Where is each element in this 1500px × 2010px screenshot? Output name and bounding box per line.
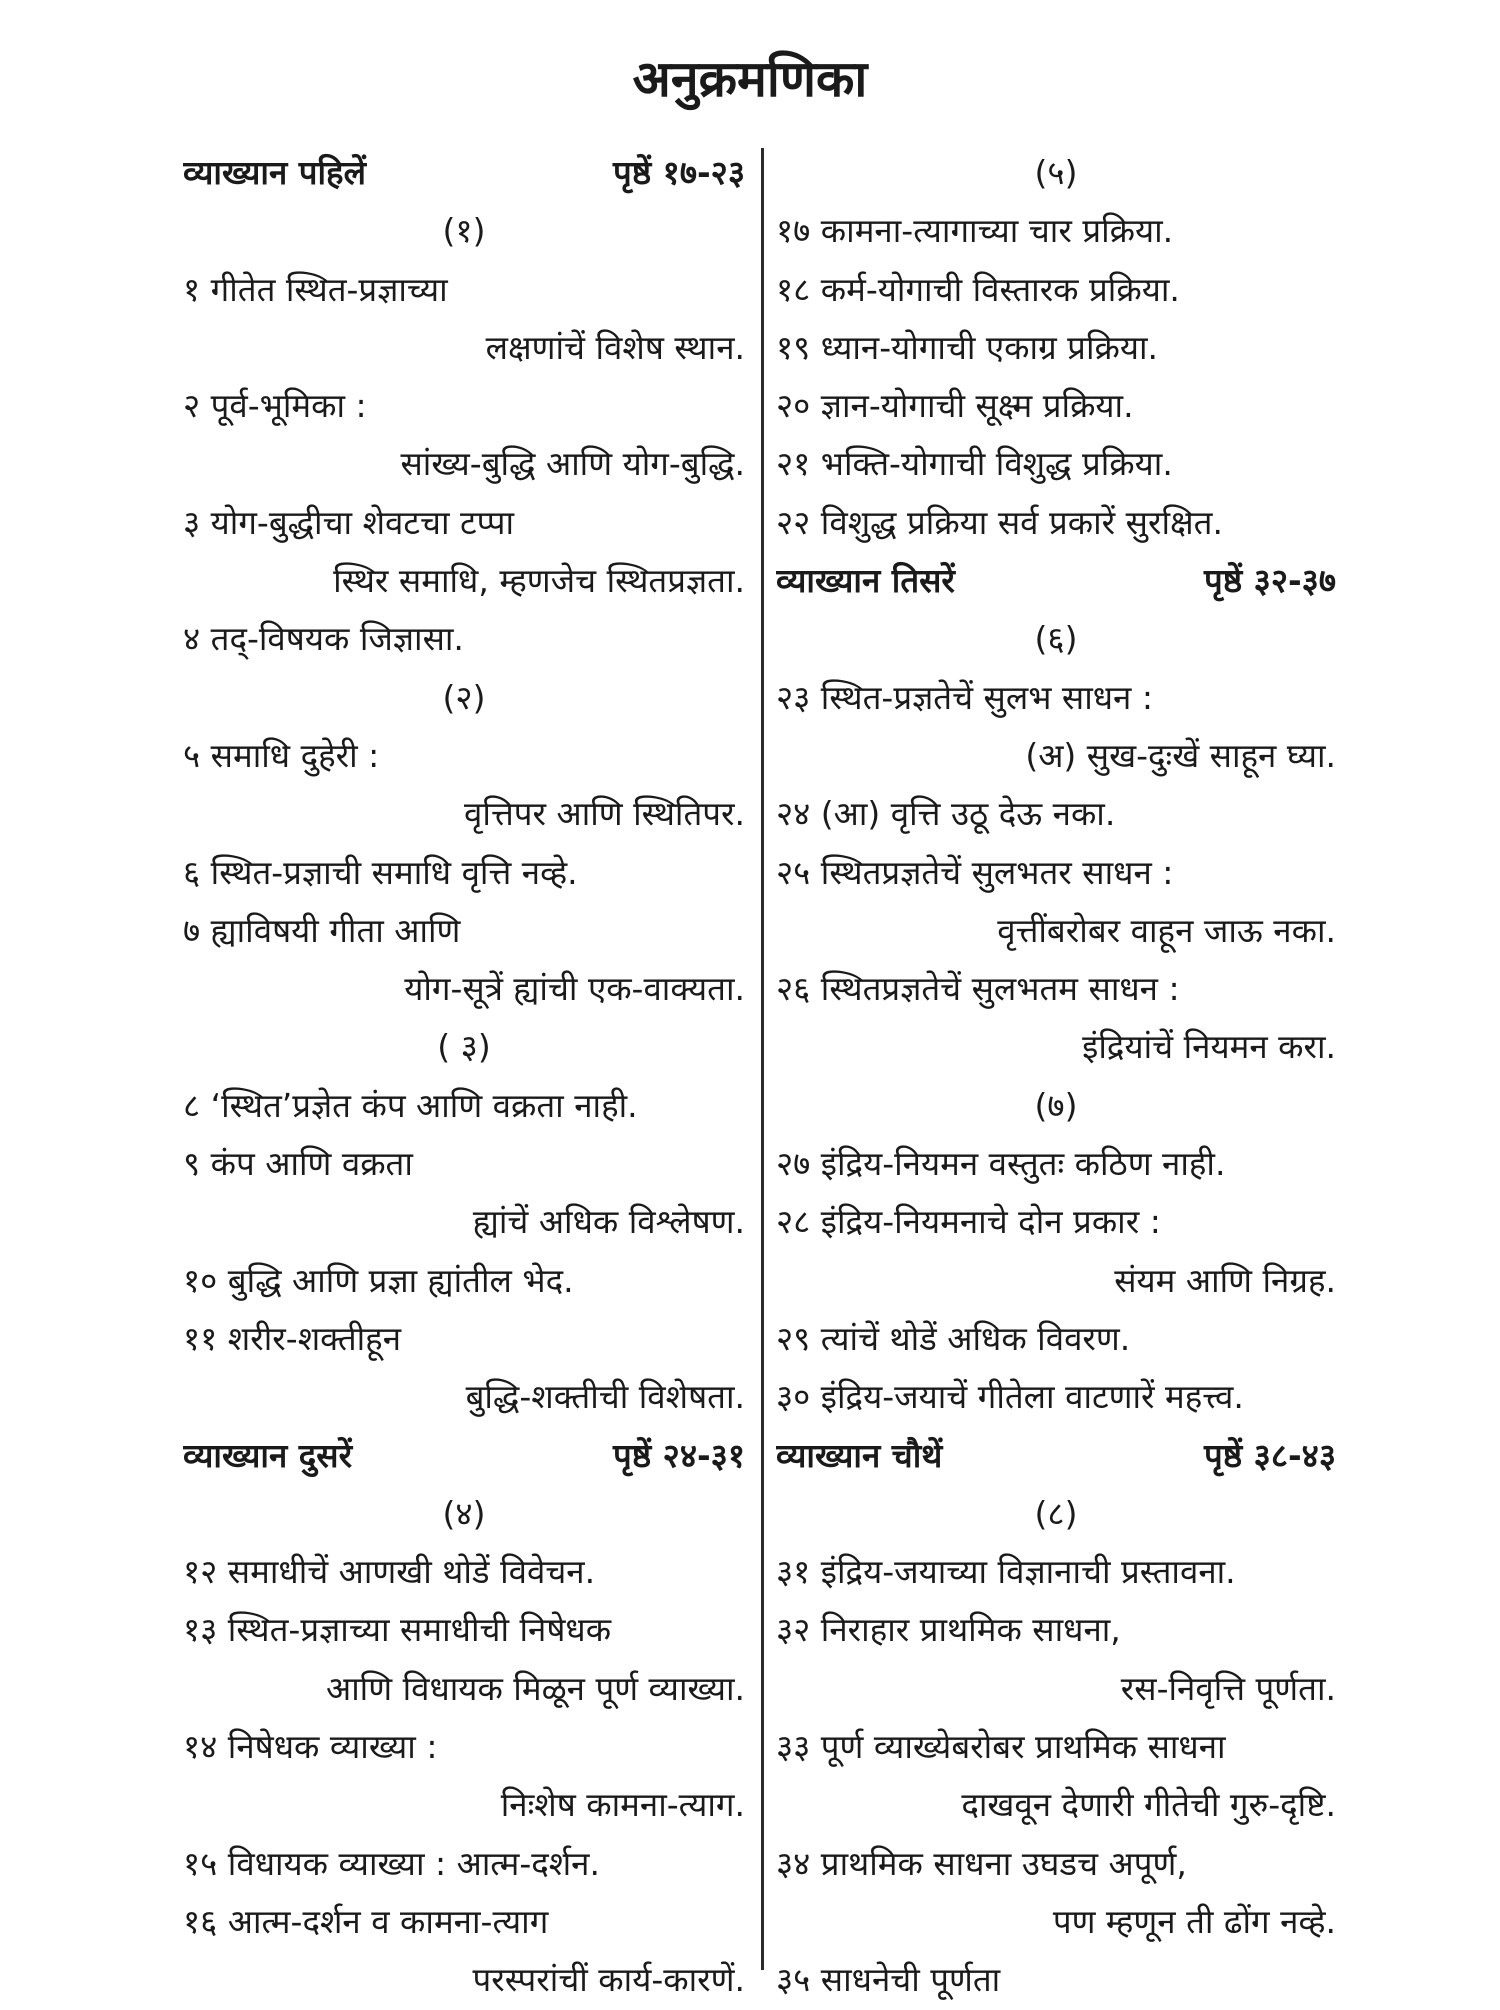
toc-entry-continuation: बुद्धि-शक्तीची विशेषता. — [465, 1377, 745, 1417]
toc-entry: ३५ साधनेची पूर्णता — [776, 1960, 1001, 2000]
right-column — [776, 144, 1336, 2010]
toc-entry: ९ कंप आणि वक्रता — [183, 1144, 413, 1184]
lecture-title: व्याख्यान तिसरें — [776, 561, 955, 601]
toc-entry: २ पूर्व-भूमिका : — [183, 386, 367, 426]
page-title: अनुक्रमणिका — [632, 50, 868, 108]
lecture-header — [183, 1427, 745, 1485]
toc-entry-continuation: स्थिर समाधि, म्हणजेच स्थितप्रज्ञता. — [333, 561, 745, 601]
toc-entry-continuation: योग-सूत्रें ह्यांची एक-वाक्यता. — [404, 969, 745, 1009]
toc-entry: ११ शरीर-शक्तीहून — [183, 1318, 402, 1358]
page-range: पृष्ठें ३२-३७ — [1203, 561, 1336, 601]
toc-entry: २० ज्ञान-योगाची सूक्ष्म प्रक्रिया. — [776, 386, 1134, 426]
toc-entry-continuation: इंद्रियांचें नियमन करा. — [1082, 1027, 1336, 1067]
lecture-title: व्याख्यान पहिलें — [183, 153, 366, 192]
toc-entry: ३४ प्राथमिक साधना उघडच अपूर्ण, — [776, 1843, 1187, 1883]
toc-entry-continuation: संयम आणि निग्रह. — [1114, 1260, 1336, 1300]
toc-entry: २१ भक्ति-योगाची विशुद्ध प्रक्रिया. — [776, 444, 1173, 484]
toc-entry: १४ निषेधक व्याख्या : — [183, 1727, 438, 1767]
lecture-title: व्याख्यान चौथें — [776, 1435, 943, 1475]
toc-entry-continuation: (अ) सुख-दुःखें साहून घ्या. — [1025, 735, 1336, 775]
toc-entry-continuation: रस-निवृत्ति पूर्णता. — [1120, 1668, 1336, 1708]
lecture-header — [776, 1427, 1336, 1485]
toc-entry: ५ समाधि दुहेरी : — [183, 735, 380, 775]
toc-entry: १ गीतेत स्थित-प्रज्ञाच्या — [183, 269, 448, 309]
toc-entry: १८ कर्म-योगाची विस्तारक प्रक्रिया. — [776, 269, 1180, 309]
toc-entry-continuation: परस्परांचीं कार्य-कारणें. — [472, 1960, 745, 2000]
toc-entry: ६ स्थित-प्रज्ञाची समाधि वृत्ति नव्हे. — [183, 852, 578, 892]
section-number: (६) — [1034, 619, 1078, 659]
toc-entry: ३२ निराहार प्राथमिक साधना, — [776, 1610, 1121, 1650]
lecture-title: व्याख्यान दुसरें — [183, 1435, 353, 1475]
toc-entry: १६ आत्म-दर्शन व कामना-त्याग — [183, 1901, 549, 1941]
toc-entry-continuation: वृत्तींबरोबर वाहून जाऊ नका. — [997, 910, 1336, 950]
lecture-header — [776, 552, 1336, 610]
page-range: पृष्ठें १७-२३ — [612, 153, 745, 192]
left-column — [183, 144, 745, 2010]
toc-entry: १७ कामना-त्यागाच्या चार प्रक्रिया. — [776, 211, 1174, 251]
toc-entry-continuation: आणि विधायक मिळून पूर्ण व्याख्या. — [325, 1668, 745, 1708]
toc-entry: २५ स्थितप्रज्ञतेचें सुलभतर साधन : — [776, 852, 1174, 892]
toc-entry: ३० इंद्रिय-जयाचें गीतेला वाटणारें महत्त्व. — [776, 1377, 1244, 1417]
toc-entry: १५ विधायक व्याख्या : आत्म-दर्शन. — [183, 1843, 600, 1883]
section-number: (७) — [1034, 1085, 1078, 1125]
toc-entry: १९ ध्यान-योगाची एकाग्र प्रक्रिया. — [776, 327, 1159, 367]
page-range: पृष्ठें ३८-४३ — [1203, 1435, 1336, 1475]
toc-entry: २८ इंद्रिय-नियमनाचे दोन प्रकार : — [776, 1202, 1161, 1242]
toc-entry: ३ योग-बुद्धीचा शेवटचा टप्पा — [183, 502, 515, 542]
toc-entry: ७ ह्याविषयी गीता आणि — [183, 910, 461, 950]
toc-entry-continuation: सांख्य-बुद्धि आणि योग-बुद्धि. — [400, 444, 745, 484]
section-number: (५) — [1034, 153, 1078, 192]
toc-entry: २२ विशुद्ध प्रक्रिया सर्व प्रकारें सुरक्षित. — [776, 502, 1223, 542]
toc-entry: २९ त्यांचें थोडें अधिक विवरण. — [776, 1318, 1131, 1358]
section-number: (८) — [1034, 1493, 1078, 1533]
page-range: पृष्ठें २४-३१ — [612, 1435, 745, 1475]
section-number: (४) — [442, 1493, 486, 1533]
section-number: ( ३) — [437, 1027, 491, 1067]
toc-entry-continuation: दाखवून देणारी गीतेची गुरु-दृष्टि. — [961, 1785, 1336, 1825]
toc-entry-continuation: ह्यांचें अधिक विश्लेषण. — [472, 1202, 745, 1242]
toc-entry: २४ (आ) वृत्ति उठू देऊ नका. — [776, 794, 1116, 834]
toc-entry: ८ ‘स्थित’प्रज्ञेत कंप आणि वक्रता नाही. — [183, 1085, 638, 1125]
toc-entry: ३३ पूर्ण व्याख्येबरोबर प्राथमिक साधना — [776, 1727, 1226, 1767]
toc-entry-continuation: निःशेष कामना-त्याग. — [500, 1785, 745, 1825]
section-number: (१) — [442, 211, 486, 251]
toc-entry: ३१ इंद्रिय-जयाच्या विज्ञानाची प्रस्तावना. — [776, 1552, 1236, 1592]
toc-entry: २६ स्थितप्रज्ञतेचें सुलभतम साधन : — [776, 969, 1180, 1009]
toc-entry-continuation: पण म्हणून ती ढोंग नव्हे. — [1052, 1901, 1336, 1941]
toc-entry-continuation: लक्षणांचें विशेष स्थान. — [485, 327, 745, 367]
toc-entry-continuation: वृत्तिपर आणि स्थितिपर. — [464, 794, 745, 834]
toc-entry: १० बुद्धि आणि प्रज्ञा ह्यांतील भेद. — [183, 1260, 574, 1300]
lecture-header — [183, 144, 745, 202]
column-divider — [761, 148, 764, 1970]
toc-entry: १३ स्थित-प्रज्ञाच्या समाधीची निषेधक — [183, 1610, 612, 1650]
toc-entry: २७ इंद्रिय-नियमन वस्तुतः कठिण नाही. — [776, 1144, 1226, 1184]
toc-entry: ४ तद्-विषयक जिज्ञासा. — [183, 619, 464, 659]
section-number: (२) — [442, 677, 486, 717]
toc-entry: १२ समाधीचें आणखी थोडें विवेचन. — [183, 1552, 596, 1592]
toc-entry: २३ स्थित-प्रज्ञतेचें सुलभ साधन : — [776, 677, 1153, 717]
